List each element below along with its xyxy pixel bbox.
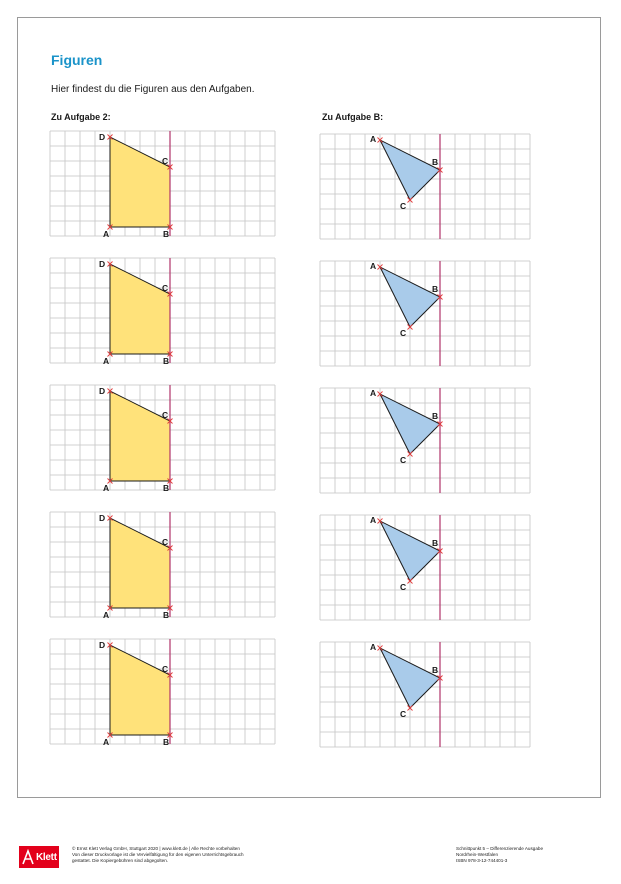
vertex-label-b: B [163,483,170,493]
vertex-label-b: B [432,411,439,421]
vertex-label-a: A [103,483,110,493]
vertex-label-c: C [400,455,407,465]
triangle-figure-3 [320,388,530,493]
quadrilateral-figure-3 [50,385,275,493]
vertex-label-c: C [400,709,407,719]
vertex-label-d: D [99,259,106,269]
heading-aufgabe-2: Zu Aufgabe 2: [51,112,111,122]
vertex-label-c: C [162,156,169,166]
vertex-label-c: C [162,283,169,293]
vertex-label-b: B [163,356,170,366]
vertex-label-b: B [432,284,439,294]
quadrilateral-figure-4 [50,512,275,620]
vertex-label-a: A [370,388,377,398]
vertex-label-c: C [400,328,407,338]
vertex-label-a: A [103,356,110,366]
vertex-label-b: B [432,157,439,167]
quadrilateral-figure-2 [50,258,275,366]
vertex-label-b: B [163,610,170,620]
vertex-label-c: C [400,582,407,592]
vertex-label-a: A [370,134,377,144]
klett-logo [19,846,59,868]
klett-logo-text: Klett [36,851,57,863]
footer-copyright-line: Von dieser Druckvorlage ist die Vervielfältigung für den eigenen Unterrichtsgebrauch [72,852,244,858]
vertex-label-d: D [99,513,106,523]
vertex-label-d: D [99,132,106,142]
grid [320,642,530,747]
vertex-label-c: C [162,410,169,420]
vertex-label-b: B [432,538,439,548]
vertex-label-b: B [432,665,439,675]
vertex-label-a: A [103,737,110,747]
vertex-label-a: A [103,229,110,239]
vertex-label-a: A [370,261,377,271]
quadrilateral-figure-5 [50,639,275,747]
footer-copyright-line: gestattet. Die Kopiergebühren sind abgegolten. [72,858,169,864]
footer-book-line: ISBN 978-3-12-744401-3 [456,858,508,864]
vertex-label-b: B [163,229,170,239]
grid [320,134,530,239]
vertex-label-c: C [162,664,169,674]
footer-copyright-line: © Ernst Klett Verlag GmbH, Stuttgart 2020 | www.klett.de | Alle Rechte vorbehalten [72,846,240,851]
triangle-figure-4 [320,515,530,620]
vertex-label-b: B [163,737,170,747]
grid [320,515,530,620]
vertex-label-c: C [162,537,169,547]
vertex-label-a: A [370,642,377,652]
page-title: Figuren [51,52,103,68]
klett-logo-icon [22,849,34,865]
vertex-label-a: A [370,515,377,525]
quadrilateral-figure-1 [50,131,275,239]
vertex-label-d: D [99,386,106,396]
triangle-figure-5 [320,642,530,747]
footer-book-info [456,846,586,865]
footer-book-line: Schnittpunkt 5 – Differenzierende Ausgabe [456,846,544,851]
vertex-label-d: D [99,640,106,650]
heading-aufgabe-b: Zu Aufgabe B: [322,112,384,122]
vertex-label-c: C [400,201,407,211]
grid [320,261,530,366]
grid [320,388,530,493]
intro-text: Hier findest du die Figuren aus den Aufgaben. [51,84,255,95]
footer-copyright [72,846,302,865]
triangle-figure-2 [320,261,530,366]
triangle-figure-1 [320,134,530,239]
vertex-label-a: A [103,610,110,620]
footer-book-line: Nordrhein-Westfalen [456,852,499,858]
